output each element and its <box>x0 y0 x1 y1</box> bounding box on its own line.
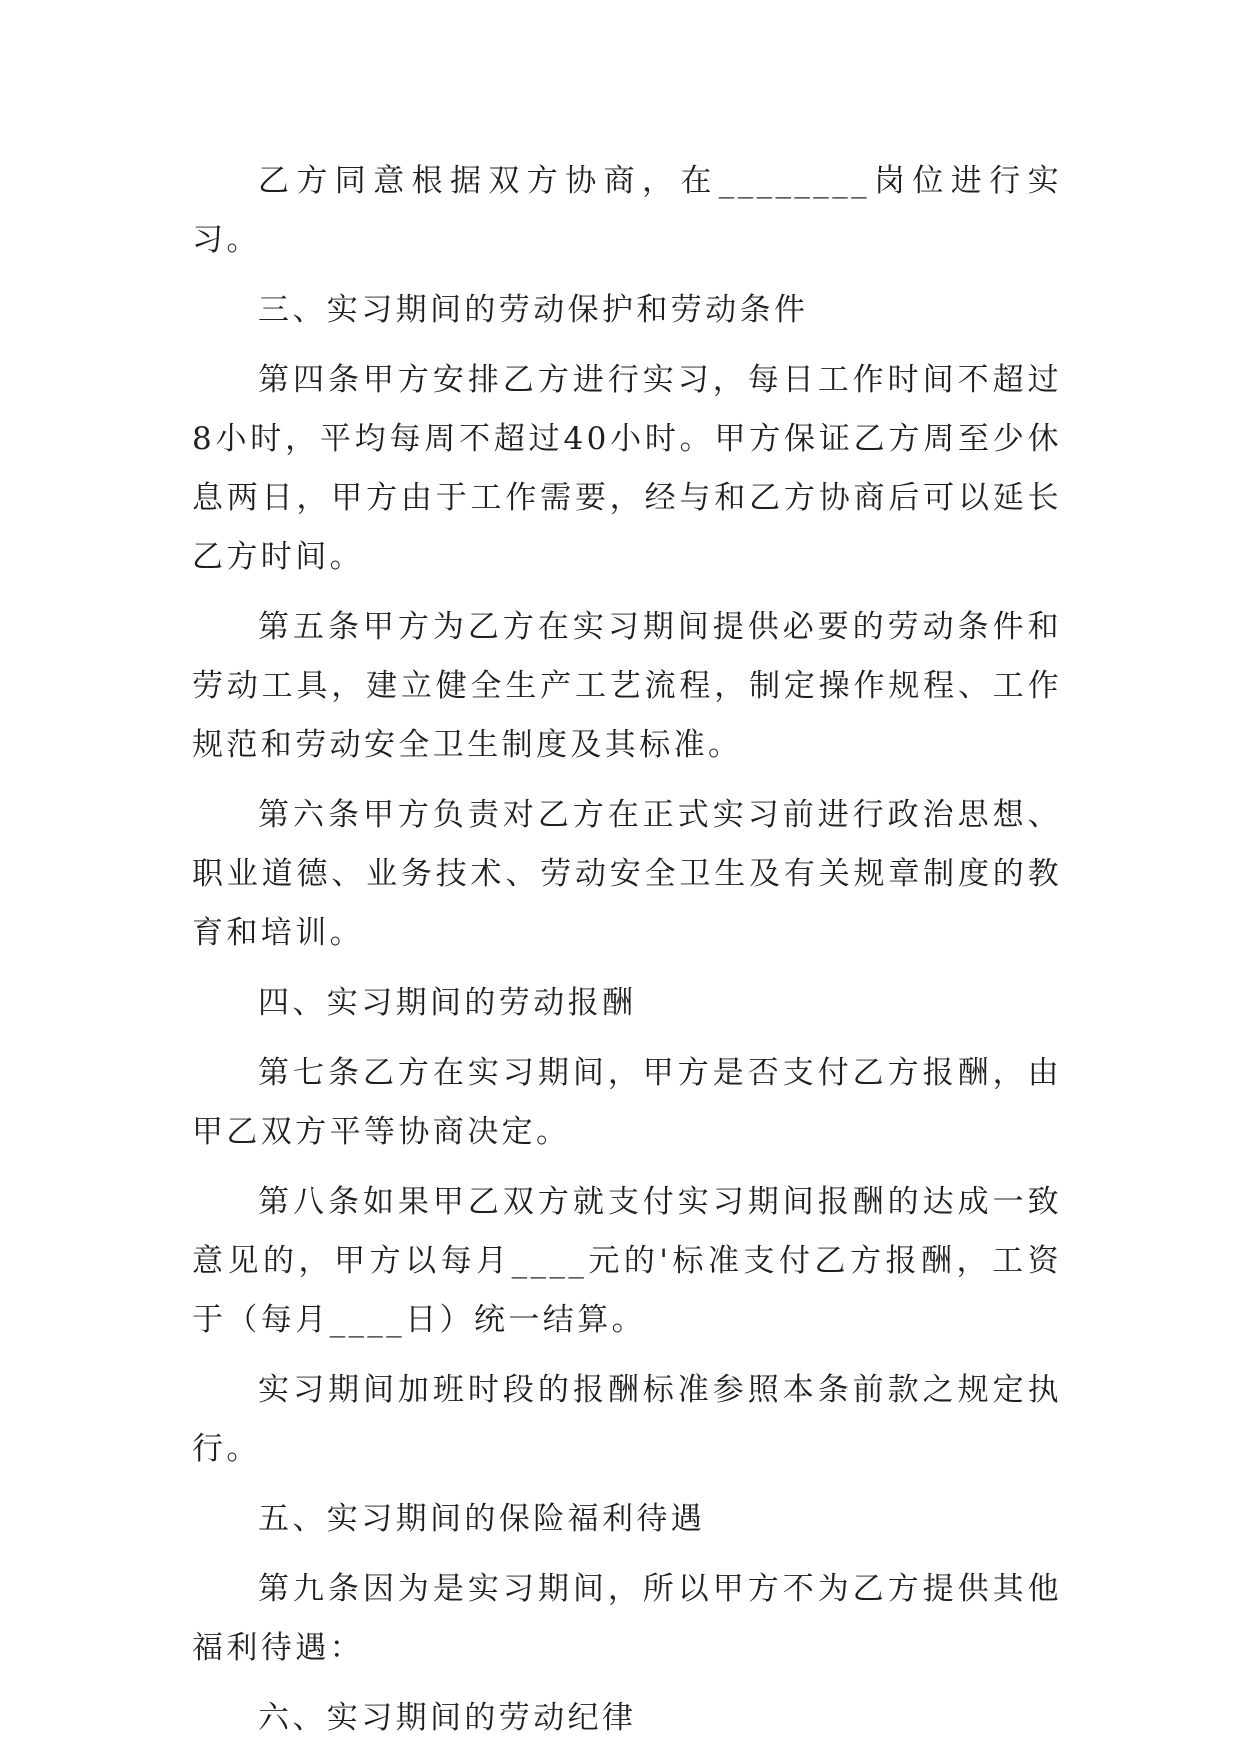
article-6: 第六条甲方负责对乙方在正式实习前进行政治思想、职业道德、业务技术、劳动安全卫生及有关规章制度的教育和培训。 <box>192 797 1062 951</box>
article-5: 第五条甲方为乙方在实习期间提供必要的劳动条件和劳动工具，建立健全生产工艺流程，制定操作规程、工作规范和劳动安全卫生制度及其标准。 <box>192 609 1062 763</box>
article-4: 第四条甲方安排乙方进行实习，每日工作时间不超过8小时，平均每周不超过40小时。甲方保证乙方周至少休息两日，甲方由于工作需要，经与和乙方协商后可以延长乙方时间。 <box>192 362 1062 575</box>
section-heading-4: 四、实习期间的劳动报酬 <box>258 985 637 1021</box>
section-heading-3: 三、实习期间的劳动保护和劳动条件 <box>258 292 809 328</box>
section-heading-5: 五、实习期间的保险福利待遇 <box>258 1501 706 1537</box>
section-heading-6: 六、实习期间的劳动纪律 <box>258 1700 637 1736</box>
document-body <box>192 152 1062 1748</box>
article-7: 第七条乙方在实习期间，甲方是否支付乙方报酬，由甲乙双方平等协商决定。 <box>192 1055 1062 1150</box>
overtime-paragraph: 实习期间加班时段的报酬标准参照本条前款之规定执行。 <box>192 1372 1062 1467</box>
article-9: 第九条因为是实习期间，所以甲方不为乙方提供其他福利待遇： <box>192 1571 1062 1666</box>
article-8: 第八条如果甲乙双方就支付实习期间报酬的达成一致意见的，甲方以每月____元的'标准支付乙方报酬，工资于（每月____日）统一结算。 <box>192 1184 1062 1338</box>
paragraph-post-agreement: 乙方同意根据双方协商，在________岗位进行实习。 <box>192 163 1062 258</box>
